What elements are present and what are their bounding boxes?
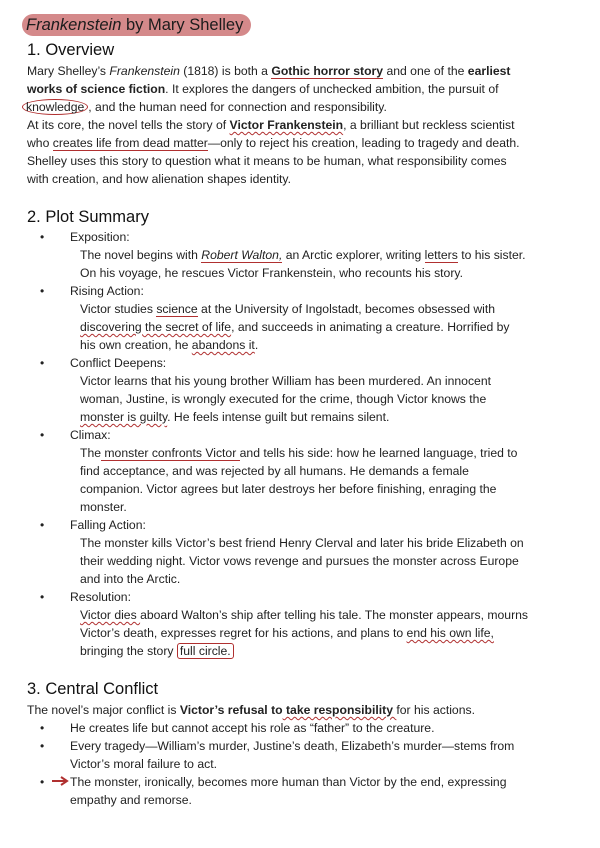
text: for his actions.: [396, 703, 475, 717]
climax-label: Climax:: [70, 428, 111, 442]
text: . He feels intense guilt but remains silent.: [167, 410, 390, 424]
text: Every tragedy—William’s murder, Justine’s death, Elizabeth’s murder—stems from: [70, 739, 515, 753]
falling-action-text: [80, 534, 580, 588]
text: The novel’s major conflict is: [27, 703, 180, 717]
rising-action-text: [80, 300, 580, 354]
central-bullet-3: [70, 773, 580, 809]
text: to his sister.: [457, 248, 526, 262]
text: , and succeeds in animating a creature. Horrified by: [231, 320, 510, 334]
exposition-label: Exposition:: [70, 230, 130, 244]
bullet: •: [40, 356, 45, 370]
resolution-label: Resolution:: [70, 590, 131, 604]
text: monster.: [80, 500, 127, 514]
underlined-term: end his own life,: [406, 626, 494, 640]
text: with creation, and how alienation shapes identity.: [27, 172, 292, 186]
page-title: [22, 14, 251, 36]
text: Victor studies: [80, 302, 157, 316]
text: Mary Shelley’s: [27, 64, 110, 78]
text: his own creation, he: [80, 338, 192, 352]
exposition-text: [80, 246, 580, 282]
underlined-term: creates life from dead matter: [52, 136, 208, 150]
circled-term: knowledge: [22, 99, 88, 115]
text: The: [80, 446, 102, 460]
underlined-term: letters: [424, 248, 458, 262]
text: —only to reject his creation, leading to tragedy and death.: [207, 136, 520, 150]
text: and tells his side: how he learned language, tried to: [239, 446, 518, 460]
underlined-term: monster is guilty: [80, 410, 168, 424]
conflict-deepens-label: Conflict Deepens:: [70, 356, 167, 370]
bullet: •: [40, 518, 45, 532]
text: (1818) is both a: [179, 64, 272, 78]
text: , and the human need for connection and responsibility.: [88, 100, 387, 114]
text: The novel begins with: [80, 248, 202, 262]
climax-text: [80, 444, 580, 516]
text: Shelley uses this story to question what it means to be human, what responsibility comes: [27, 154, 507, 168]
underlined-term: discovering the secret of life: [80, 320, 232, 334]
conflict-deepens-text: [80, 372, 580, 426]
underlined-term: Robert Walton,: [201, 248, 283, 262]
text: Victor learns that his young brother William has been murdered. An innocent: [80, 374, 491, 388]
bullet: •: [40, 739, 45, 753]
text: Victor’s moral failure to act.: [70, 757, 217, 771]
overview-paragraph-2: [27, 116, 582, 188]
text: .: [254, 338, 259, 352]
text: companion. Victor agrees but later destroys her before finishing, enraging the: [80, 482, 497, 496]
bullet: •: [40, 428, 45, 442]
boxed-term: full circle.: [177, 643, 234, 659]
overview-paragraph-1: [27, 62, 582, 116]
text: who: [27, 136, 53, 150]
book-title-italic: Frankenstein: [109, 64, 180, 78]
bullet: •: [40, 721, 45, 735]
bold-term: Victor’s refusal to: [179, 703, 283, 717]
text: empathy and remorse.: [70, 793, 192, 807]
text: woman, Justine, is wrongly executed for the crime, though Victor knows the: [80, 392, 487, 406]
underlined-term: monster confronts Victor: [101, 446, 240, 460]
underlined-term: science: [156, 302, 198, 316]
text: aboard Walton’s ship after telling his tale. The monster appears, mourns: [140, 608, 529, 622]
text: At its core, the novel tells the story of: [27, 118, 230, 132]
text: and one of the: [383, 64, 468, 78]
resolution-text: [80, 606, 580, 660]
bold-term: earliest: [467, 64, 511, 78]
text: The monster kills Victor’s best friend Henry Clerval and later his bride Elizabeth on: [80, 536, 524, 550]
text: , a brilliant but reckless scientist: [343, 118, 515, 132]
underlined-term: Victor dies: [80, 608, 141, 622]
text: an Arctic explorer, writing: [282, 248, 425, 262]
arrow-annotation-icon: [50, 775, 70, 787]
central-conflict-intro: [27, 701, 582, 719]
underlined-term: take responsibility: [282, 703, 397, 717]
underlined-term: abandons it: [191, 338, 255, 352]
text: Victor’s death, expresses regret for his actions, and plans to: [80, 626, 407, 640]
text: bringing the story: [80, 644, 177, 658]
text: their wedding night. Victor vows revenge and pursues the monster across Europe: [80, 554, 519, 568]
text: The monster, ironically, becomes more human than Victor by the end, expressing: [70, 775, 507, 789]
text: . It explores the dangers of unchecked ambition, the pursuit of: [165, 82, 499, 96]
bold-term: works of science fiction: [27, 82, 166, 96]
plot-heading: 2. Plot Summary: [27, 208, 149, 226]
text: and into the Arctic.: [80, 572, 181, 586]
underlined-term: Gothic horror story: [271, 64, 384, 78]
bullet: •: [40, 284, 45, 298]
bullet: •: [40, 230, 45, 244]
underlined-term: Victor Frankenstein: [229, 118, 344, 132]
title-rest: by Mary Shelley: [121, 16, 244, 34]
overview-heading: 1. Overview: [27, 41, 115, 59]
title-italic: Frankenstein: [26, 16, 122, 34]
central-conflict-heading: 3. Central Conflict: [27, 680, 159, 698]
text: at the University of Ingolstadt, becomes obsessed with: [197, 302, 496, 316]
central-bullet-1: He creates life but cannot accept his role as “father” to the creature.: [70, 721, 435, 735]
bullet: •: [40, 590, 45, 604]
bullet: •: [40, 775, 45, 789]
text: On his voyage, he rescues Victor Frankenstein, who recounts his story.: [80, 266, 463, 280]
text: find acceptance, and was rejected by all humans. He demands a female: [80, 464, 469, 478]
rising-action-label: Rising Action:: [70, 284, 144, 298]
falling-action-label: Falling Action:: [70, 518, 146, 532]
central-bullet-2: [70, 737, 580, 773]
